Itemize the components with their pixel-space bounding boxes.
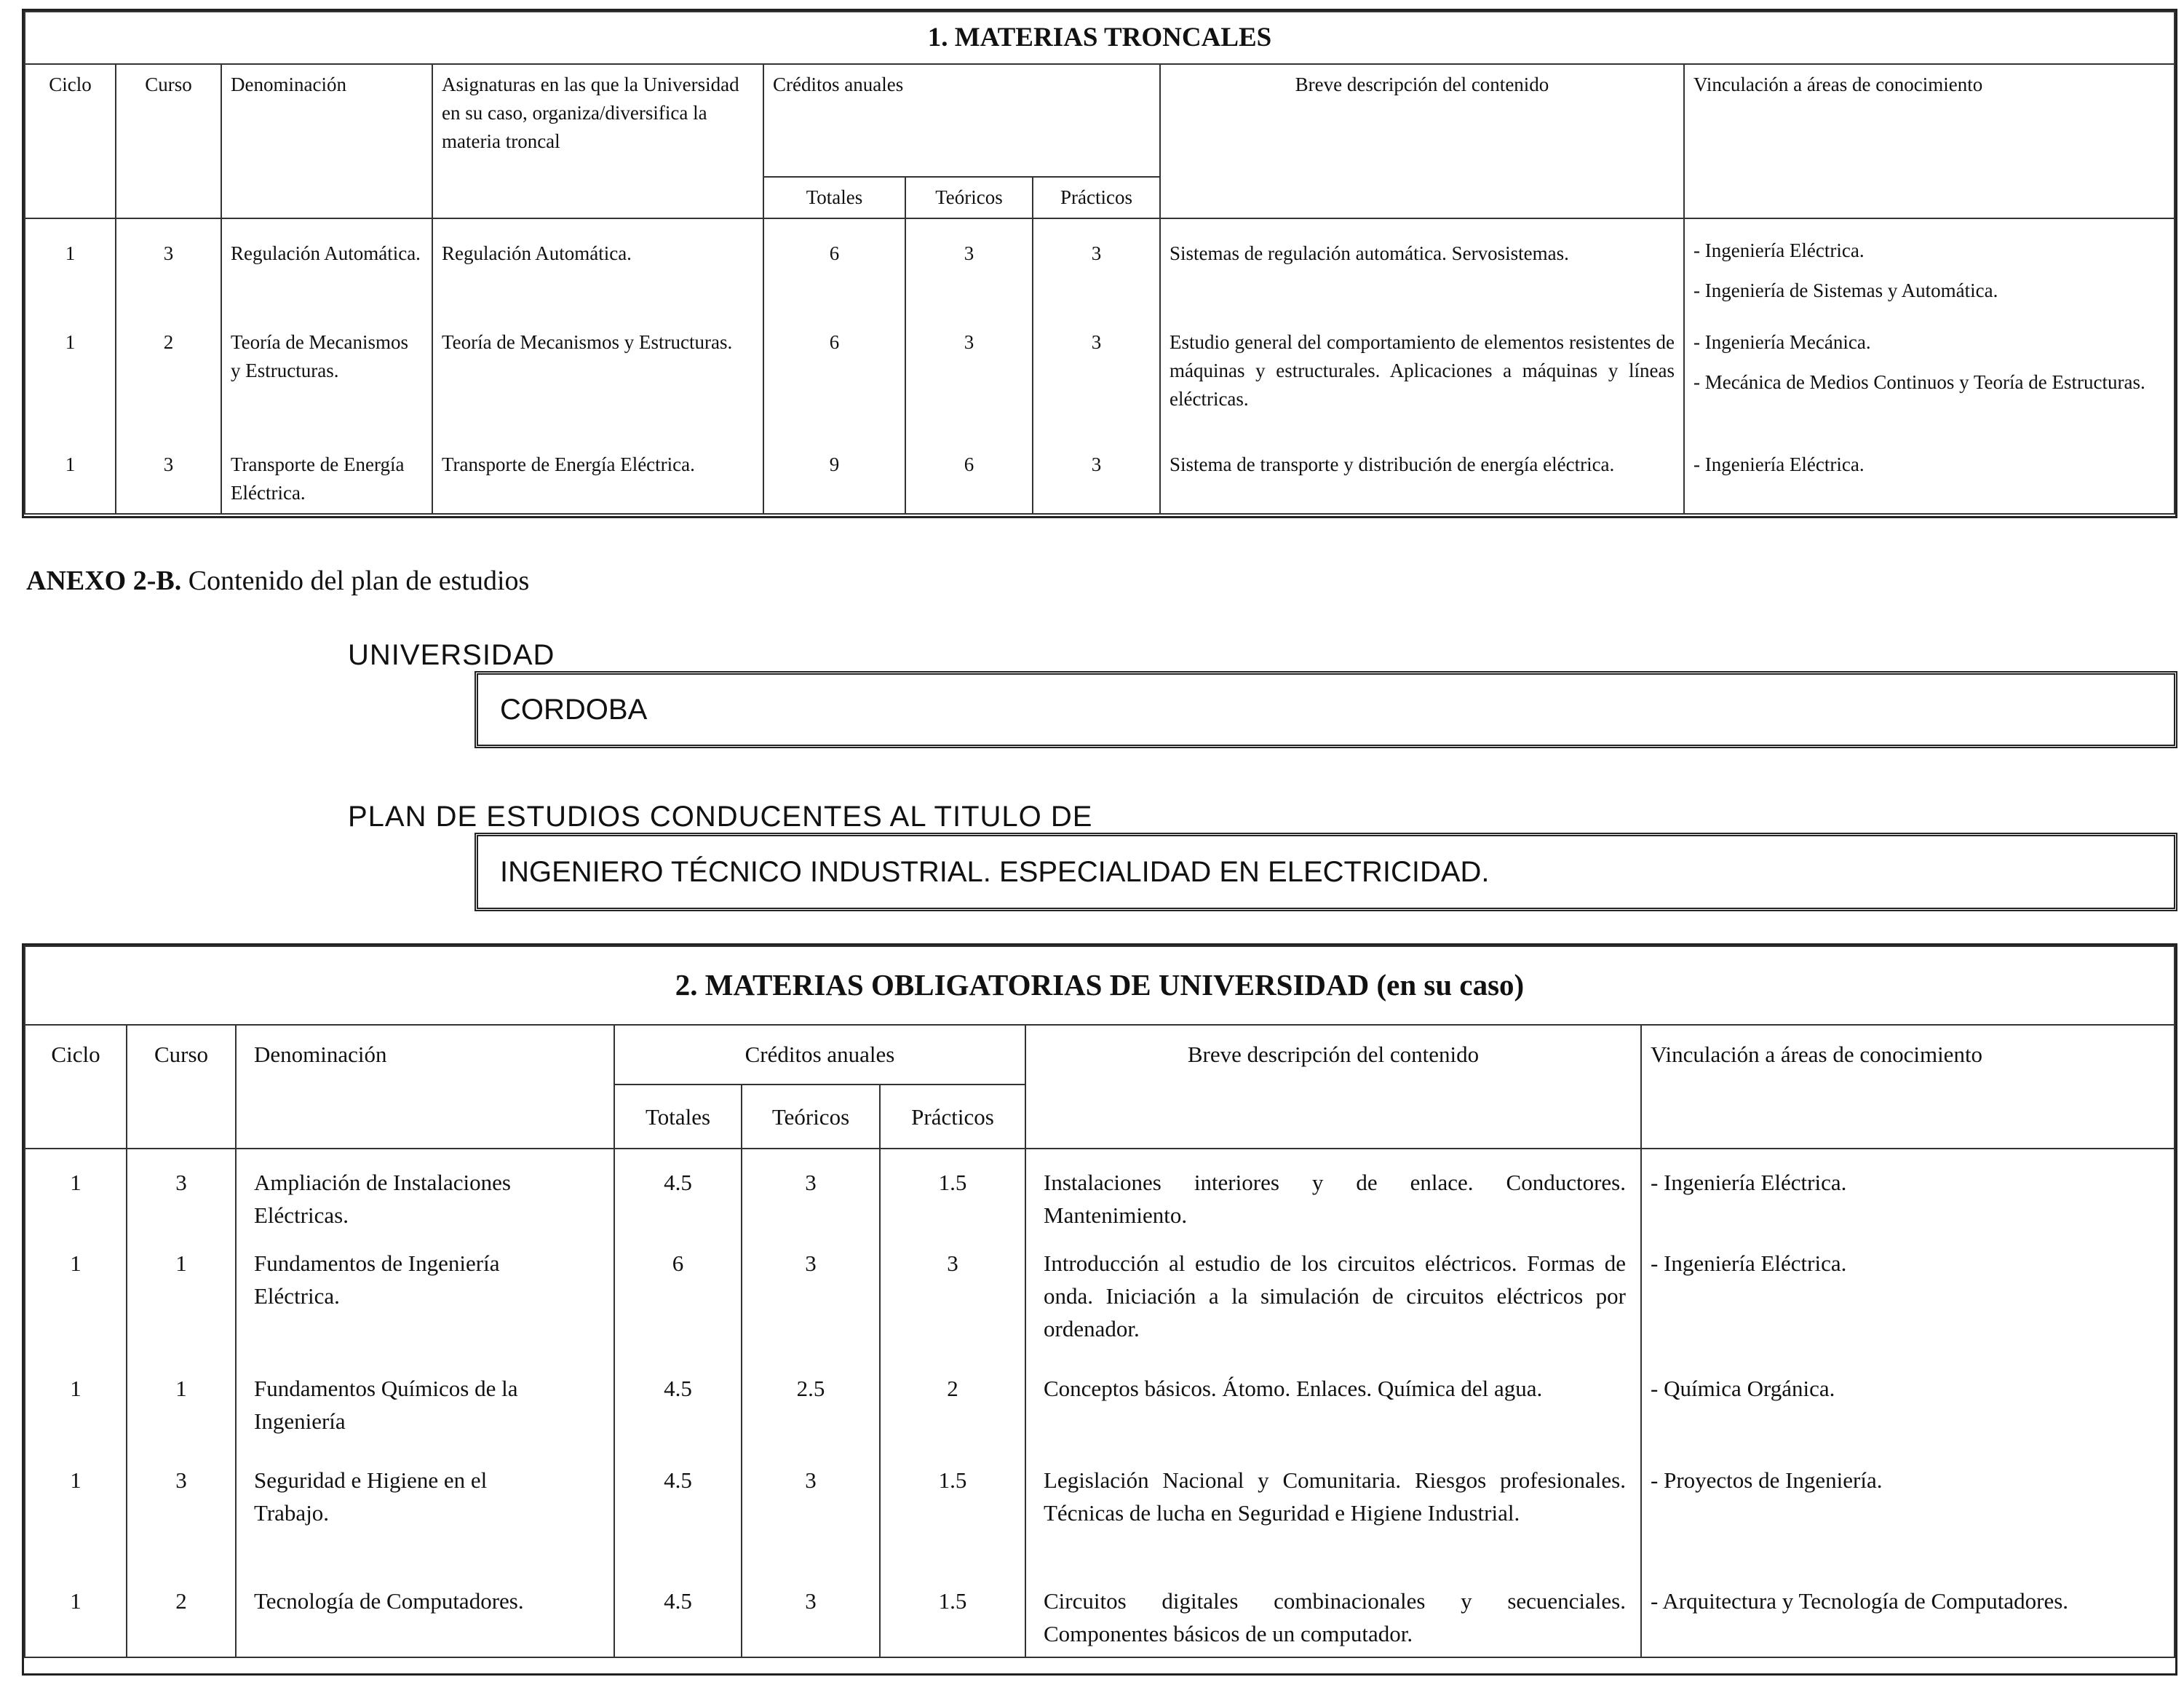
table-row [25,1242,2175,1367]
table-row [25,1149,2175,1242]
header-practicos: Prácticos [1033,177,1160,218]
universidad-label: UNIVERSIDAD [348,639,555,671]
cell-ciclo: 1 [25,1242,127,1367]
anexo-text: Contenido del plan de estudios [181,566,530,596]
cell-teoricos: 3 [742,1149,880,1242]
plan-field [474,833,2177,911]
cell-totales: 4.5 [614,1459,742,1579]
cell-asignaturas: Teoría de Mecanismos y Estructuras. [432,322,763,445]
header-creditos: Créditos anuales [614,1025,1025,1085]
cell-practicos: 1.5 [880,1149,1025,1242]
cell-descripcion: Legislación Nacional y Comunitaria. Riesgos profesionales. Técnicas de lucha en Seguridad e Higiene Industrial. [1025,1459,1641,1579]
cell-descripcion: Circuitos digitales combinacionales y secuenciales. Componentes básicos de un computador. [1025,1579,1641,1657]
cell-totales: 4.5 [614,1149,742,1242]
cell-denominacion: Fundamentos Químicos de la Ingeniería [236,1367,614,1459]
cell-asignaturas: Regulación Automática. [432,218,763,322]
anexo-heading [26,565,529,597]
header-descripcion: Breve descripción del contenido [1160,64,1684,218]
cell-areas [1641,1579,2175,1657]
table-row [25,1459,2175,1579]
cell-denominacion: Teoría de Mecanismos y Estructuras. [221,322,432,445]
cell-ciclo: 1 [25,1367,127,1459]
table-row [25,322,2175,445]
header-denominacion: Denominación [221,64,432,218]
header-ciclo: Ciclo [25,1025,127,1149]
cell-ciclo: 1 [25,1459,127,1579]
cell-curso: 3 [116,218,221,322]
cell-totales: 6 [763,218,905,322]
cell-descripcion: Introducción al estudio de los circuitos eléctricos. Formas de onda. Iniciación a la simulación de circuitos eléctricos por ordenador. [1025,1242,1641,1367]
cell-descripcion: Conceptos básicos. Átomo. Enlaces. Química del agua. [1025,1367,1641,1459]
cell-teoricos: 3 [742,1459,880,1579]
header-curso: Curso [116,64,221,218]
cell-ciclo: 1 [25,218,116,322]
cell-totales: 4.5 [614,1579,742,1657]
cell-teoricos: 2.5 [742,1367,880,1459]
cell-descripcion: Instalaciones interiores y de enlace. Conductores. Mantenimiento. [1025,1149,1641,1242]
cell-areas [1641,1367,2175,1459]
cell-areas [1641,1459,2175,1579]
area-item: - Química Orgánica. [1651,1376,1835,1401]
cell-ciclo: 1 [25,322,116,445]
cell-denominacion: Seguridad e Higiene en el Trabajo. [236,1459,614,1579]
cell-descripcion: Sistema de transporte y distribución de energía eléctrica. [1160,445,1684,514]
cell-teoricos: 3 [742,1579,880,1657]
cell-practicos: 1.5 [880,1579,1025,1657]
header-descripcion: Breve descripción del contenido [1025,1025,1641,1149]
cell-curso: 2 [116,322,221,445]
area-item: - Ingeniería Eléctrica. [1693,239,1865,261]
header-ciclo: Ciclo [25,64,116,218]
header-teoricos: Teóricos [742,1085,880,1149]
cell-totales: 6 [763,322,905,445]
cell-teoricos: 6 [905,445,1033,514]
header-totales: Totales [614,1085,742,1149]
header-curso: Curso [127,1025,236,1149]
table-row [25,218,2175,322]
cell-areas [1641,1242,2175,1367]
obligatorias-table [24,945,2175,1658]
header-asignaturas: Asignaturas en las que la Universidad en su caso, organiza/diversifica la materia troncal [432,64,763,218]
cell-teoricos: 3 [742,1242,880,1367]
cell-areas [1684,218,2175,322]
area-item: - Mecánica de Medios Continuos y Teoría de Estructuras. [1693,371,2145,394]
cell-denominacion: Tecnología de Computadores. [236,1579,614,1657]
header-practicos: Prácticos [880,1085,1025,1149]
cell-totales: 6 [614,1242,742,1367]
universidad-field [474,671,2177,748]
area-item: - Ingeniería Mecánica. [1693,331,1871,354]
cell-ciclo: 1 [25,1579,127,1657]
cell-ciclo: 1 [25,1149,127,1242]
cell-asignaturas: Transporte de Energía Eléctrica. [432,445,763,514]
cell-curso: 2 [127,1579,236,1657]
header-totales: Totales [763,177,905,218]
cell-descripcion: Sistemas de regulación automática. Servosistemas. [1160,218,1684,322]
cell-denominacion: Transporte de Energía Eléctrica. [221,445,432,514]
cell-curso: 3 [127,1459,236,1579]
cell-descripcion: Estudio general del comportamiento de elementos resistentes de máquinas y estructurales. Aplicaciones a máquinas y líneas eléctricas. [1160,322,1684,445]
cell-practicos: 2 [880,1367,1025,1459]
area-item: - Ingeniería Eléctrica. [1651,1250,1847,1276]
cell-curso: 1 [127,1242,236,1367]
area-item: - Proyectos de Ingeniería. [1651,1467,1883,1493]
troncales-title: 1. MATERIAS TRONCALES [25,12,2175,64]
plan-label: PLAN DE ESTUDIOS CONDUCENTES AL TITULO DE [348,801,1093,833]
area-item: - Ingeniería Eléctrica. [1651,1170,1847,1195]
obligatorias-title: 2. MATERIAS OBLIGATORIAS DE UNIVERSIDAD (en su caso) [25,946,2175,1025]
area-item: - Ingeniería de Sistemas y Automática. [1693,279,1998,301]
cell-areas [1684,322,2175,445]
cell-denominacion: Regulación Automática. [221,218,432,322]
cell-teoricos: 3 [905,322,1033,445]
cell-areas [1641,1149,2175,1242]
cell-curso: 3 [116,445,221,514]
cell-teoricos: 3 [905,218,1033,322]
cell-practicos: 3 [1033,445,1160,514]
cell-totales: 4.5 [614,1367,742,1459]
cell-practicos: 3 [1033,322,1160,445]
table-row [25,1367,2175,1459]
cell-denominacion: Fundamentos de Ingeniería Eléctrica. [236,1242,614,1367]
cell-practicos: 3 [880,1242,1025,1367]
cell-ciclo: 1 [25,445,116,514]
cell-practicos: 1.5 [880,1459,1025,1579]
cell-totales: 9 [763,445,905,514]
plan-value: INGENIERO TÉCNICO INDUSTRIAL. ESPECIALIDAD EN ELECTRICIDAD. [500,855,1490,888]
header-denominacion: Denominación [236,1025,614,1149]
table-materias-troncales [22,9,2177,518]
cell-areas [1684,445,2175,514]
cell-curso: 1 [127,1367,236,1459]
header-teoricos: Teóricos [905,177,1033,218]
troncales-table [24,11,2175,515]
table-row [25,1579,2175,1657]
table-materias-obligatorias [22,943,2177,1676]
table-row [25,445,2175,514]
area-item: - Ingeniería Eléctrica. [1693,453,1865,476]
header-creditos: Créditos anuales [763,64,1160,177]
cell-denominacion: Ampliación de Instalaciones Eléctricas. [236,1149,614,1242]
header-vinculacion: Vinculación a áreas de conocimiento [1641,1025,2175,1149]
header-vinculacion: Vinculación a áreas de conocimiento [1684,64,2175,218]
anexo-number: ANEXO 2-B. [26,566,182,596]
universidad-value: CORDOBA [500,693,648,726]
cell-curso: 3 [127,1149,236,1242]
area-item: - Arquitectura y Tecnología de Computadores. [1651,1588,2069,1614]
cell-practicos: 3 [1033,218,1160,322]
